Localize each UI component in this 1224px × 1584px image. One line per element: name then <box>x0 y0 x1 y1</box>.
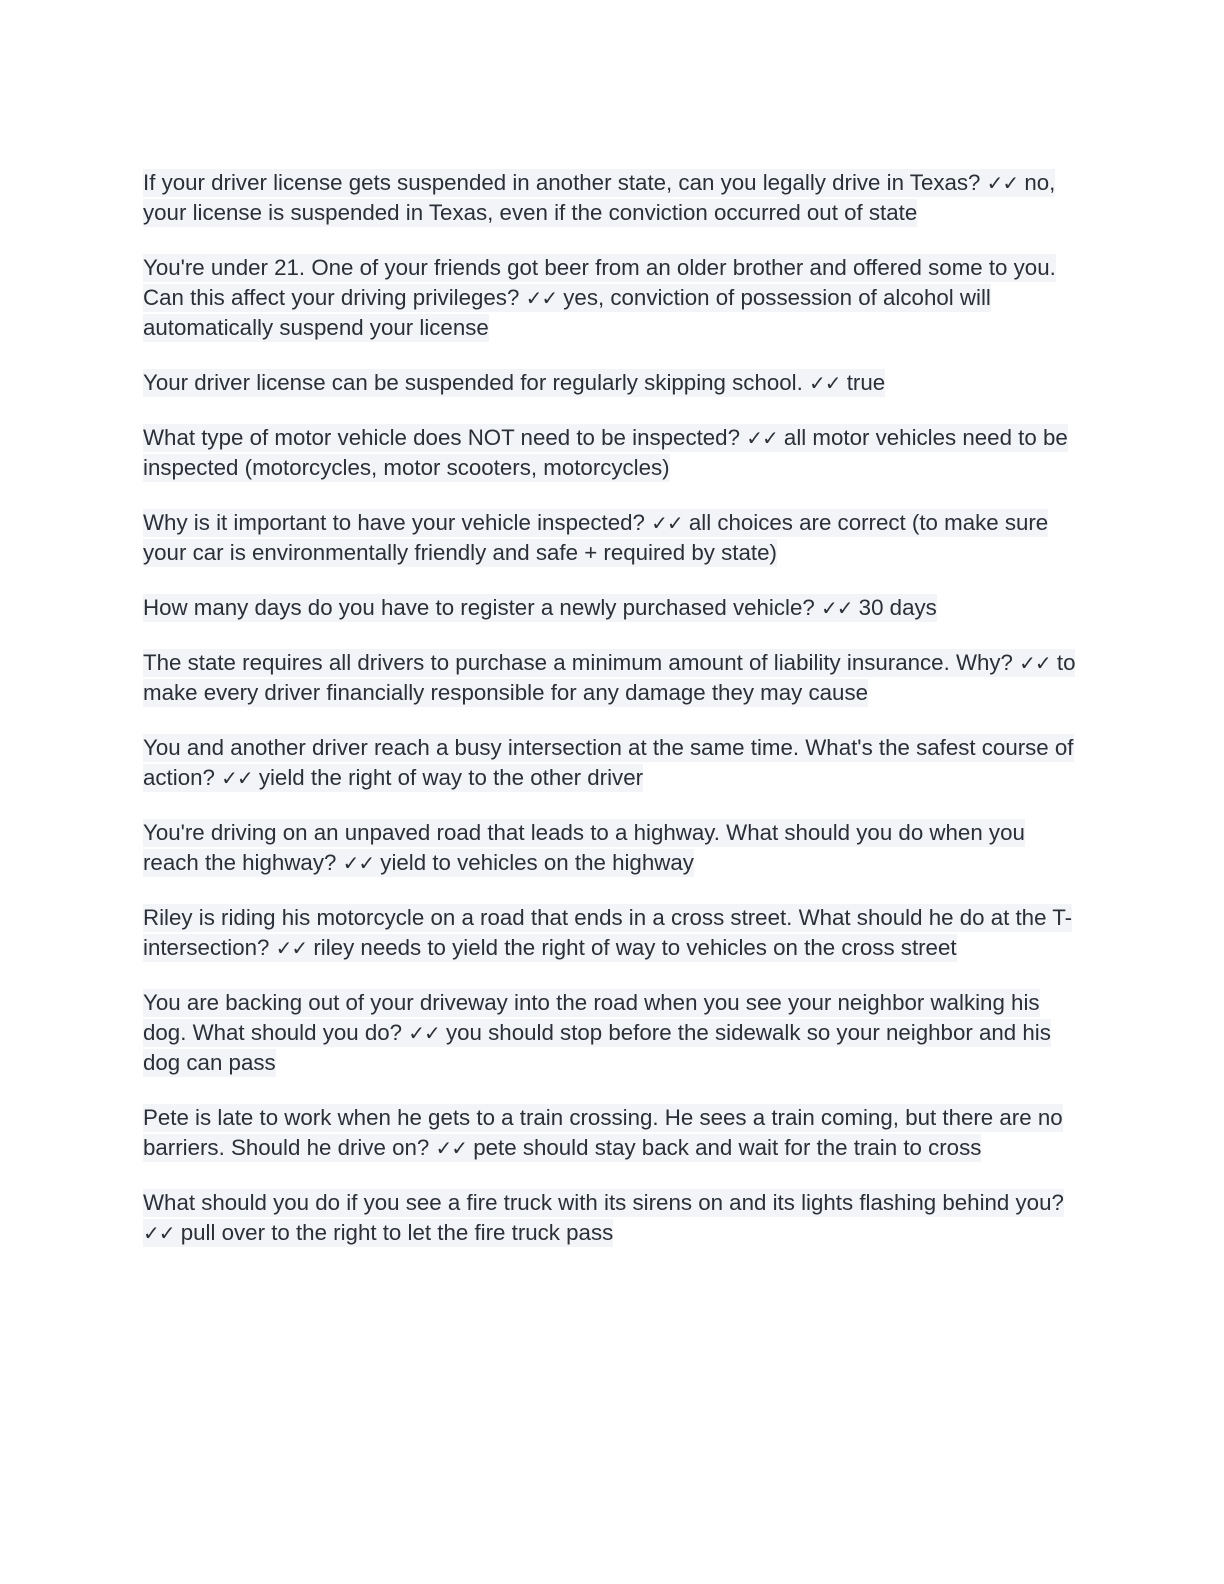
double-check-icon: ✓✓ <box>986 171 1019 195</box>
answer-text: pete should stay back and wait for the train to cross <box>473 1135 982 1160</box>
answer-text: true <box>846 370 886 395</box>
qa-entry <box>143 818 1078 878</box>
answer-text: you should stop before the sidewalk so your neighbor and his dog can pass <box>143 1020 1051 1075</box>
qa-list <box>143 168 1078 1273</box>
qa-entry <box>143 168 1078 228</box>
answer-text: to make every driver financially responsible for any damage they may cause <box>143 650 1076 705</box>
double-check-icon: ✓✓ <box>408 1021 440 1045</box>
question-text: Your driver license can be suspended for regularly skipping school. <box>143 370 803 395</box>
question-text: Why is it important to have your vehicle inspected? <box>143 510 645 535</box>
answer-text: riley needs to yield the right of way to vehicles on the cross street <box>313 935 957 960</box>
double-check-icon: ✓✓ <box>809 371 841 395</box>
answer-text: all choices are correct (to make sure your car is environmentally friendly and safe + required by state) <box>143 510 1049 565</box>
double-check-icon: ✓✓ <box>651 511 683 535</box>
question-text: Riley is riding his motorcycle on a road that ends in a cross street. What should he do at the T-intersection? <box>143 905 1073 960</box>
answer-text: 30 days <box>858 595 937 620</box>
answer-text: no, your license is suspended in Texas, even if the conviction occurred out of state <box>143 170 1056 225</box>
answer-text: yes, conviction of possession of alcohol will automatically suspend your license <box>143 285 991 340</box>
double-check-icon: ✓✓ <box>221 766 253 790</box>
answer-text: yield the right of way to the other driver <box>258 765 644 790</box>
answer-text: pull over to the right to let the fire truck pass <box>180 1220 614 1245</box>
question-text: You and another driver reach a busy intersection at the same time. What's the safest course of action? <box>143 735 1074 790</box>
double-check-icon: ✓✓ <box>746 426 778 450</box>
qa-entry <box>143 733 1078 793</box>
answer-text: yield to vehicles on the highway <box>380 850 694 875</box>
double-check-icon: ✓✓ <box>1019 651 1051 675</box>
qa-entry <box>143 253 1078 343</box>
question-text: What should you do if you see a fire truck with its sirens on and its lights flashing behind you? <box>143 1190 1064 1215</box>
qa-entry <box>143 508 1078 568</box>
double-check-icon: ✓✓ <box>342 851 375 875</box>
qa-entry <box>143 903 1078 963</box>
double-check-icon: ✓✓ <box>525 286 558 310</box>
question-text: How many days do you have to register a newly purchased vehicle? <box>143 595 815 620</box>
question-text: What type of motor vehicle does NOT need to be inspected? <box>143 425 740 450</box>
qa-entry <box>143 1103 1078 1163</box>
double-check-icon: ✓✓ <box>820 596 853 620</box>
qa-entry <box>143 988 1078 1078</box>
double-check-icon: ✓✓ <box>143 1221 175 1245</box>
double-check-icon: ✓✓ <box>275 936 308 960</box>
qa-entry <box>143 423 1078 483</box>
question-text: You're under 21. One of your friends got beer from an older brother and offered some to you. Can this affect your driving privileges? <box>143 255 1056 310</box>
question-text: You are backing out of your driveway into the road when you see your neighbor walking his dog. What should you do? <box>143 990 1040 1045</box>
qa-entry <box>143 1188 1078 1248</box>
qa-entry <box>143 648 1078 708</box>
answer-text: all motor vehicles need to be inspected (motorcycles, motor scooters, motorcycles) <box>143 425 1068 480</box>
question-text: If your driver license gets suspended in another state, can you legally drive in Texas? <box>143 170 981 195</box>
question-text: Pete is late to work when he gets to a train crossing. He sees a train coming, but there are no barriers. Should he drive on? <box>143 1105 1063 1160</box>
question-text: You're driving on an unpaved road that leads to a highway. What should you do when you reach the highway? <box>143 820 1025 875</box>
question-text: The state requires all drivers to purchase a minimum amount of liability insurance. Why? <box>143 650 1013 675</box>
qa-entry <box>143 593 1078 623</box>
double-check-icon: ✓✓ <box>435 1136 468 1160</box>
qa-entry <box>143 368 1078 398</box>
